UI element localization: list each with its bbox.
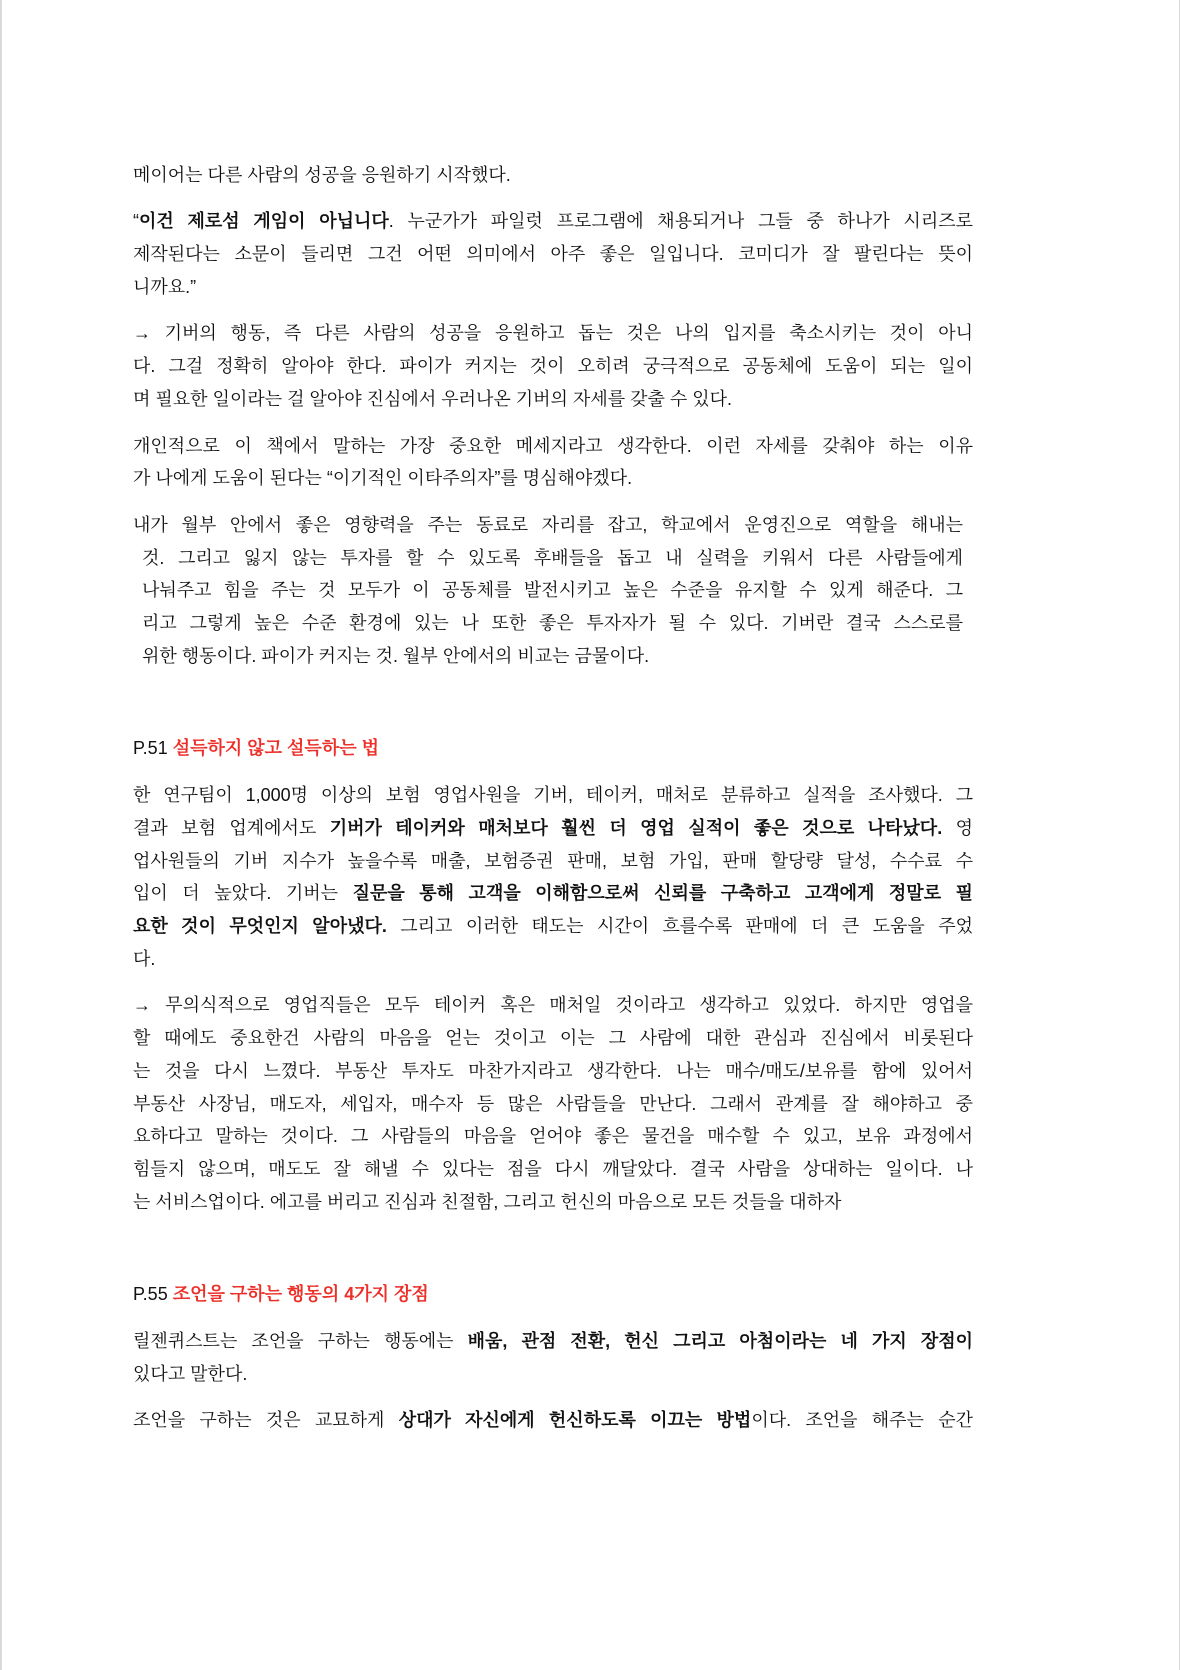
text-run: 릴젠퀴스트는 조언을 구하는 행동에는 (133, 1331, 468, 1352)
text-run: 는 서비스업이다. 에고를 버리고 진심과 친절함, 그리고 헌신의 마음으로 모든 것들을 대하자 (133, 1191, 842, 1212)
text-run: 요하다고 말하는 것이다. 그 사람들의 마음을 얻어야 좋은 물건을 매수할 수 있고, 보유 과정에서 (133, 1126, 973, 1147)
text-run: 결과 보험 업계에서도 (133, 817, 330, 838)
text-run: 개인적으로 이 책에서 말하는 가장 중요한 메세지라고 생각한다. 이런 자세를 갖춰야 하는 이유 (133, 435, 973, 456)
text-line (133, 1278, 973, 1311)
paragraph-5 (133, 509, 973, 673)
paragraph-9 (133, 1404, 973, 1437)
paragraph-1 (133, 159, 973, 192)
text-run: 메이어는 다른 사람의 성공을 응원하기 시작했다. (133, 164, 511, 185)
text-run: 가 나에게 도움이 된다는 “이기적인 이타주의자”를 명심해야겠다. (133, 468, 633, 489)
text-run: “ (133, 211, 139, 232)
text-line (133, 238, 973, 271)
bold-text: 요한 것이 무엇인지 알아냈다. (133, 916, 387, 936)
bold-text: 기버가 테이커와 매처보다 훨씬 더 영업 실적이 좋은 것으로 나타났다. (329, 817, 943, 838)
text-line (133, 989, 973, 1022)
text-run: 영 (942, 817, 973, 838)
text-line (133, 845, 973, 878)
text-line (133, 910, 973, 943)
text-run: 위한 행동이다. 파이가 커지는 것. 월부 안에서의 비교는 금물이다. (142, 645, 650, 666)
text-line (133, 1325, 973, 1358)
text-run: 그리고 이러한 태도는 시간이 흐를수록 판매에 더 큰 도움을 주었 (386, 916, 973, 936)
text-run: 조언을 구하는 것은 교묘하게 (133, 1410, 399, 1431)
section-heading-2 (133, 1278, 973, 1311)
text-line (133, 542, 973, 575)
text-line (133, 1022, 973, 1055)
text-run: 부동산 사장님, 매도자, 세입자, 매수자 등 많은 사람들을 만난다. 그래서 관계를 잘 해야하고 중 (133, 1093, 973, 1114)
text-run: 업사원들의 기버 지수가 높을수록 매출, 보험증권 판매, 보험 가입, 판매 할당량 달성, 수수료 수 (133, 850, 973, 871)
text-run: 다. (133, 948, 156, 969)
text-line (133, 317, 973, 350)
text-run: 것. 그리고 잃지 않는 투자를 할 수 있도록 후배들을 돕고 내 실력을 키워서 다른 사람들에게 (142, 547, 963, 568)
bold-text: 이건 제로섬 게임이 아닙니다 (139, 211, 389, 232)
text-run: 는 것을 다시 느꼈다. 부동산 투자도 마찬가지라고 생각한다. 나는 매수/매도/보유를 함에 있어서 (133, 1060, 973, 1081)
text-run: 제작된다는 소문이 들리면 그건 어떤 의미에서 아주 좋은 일입니다. 코미디가 잘 팔린다는 뜻이 (133, 244, 973, 265)
text-run: 리고 그렇게 높은 수준 환경에 있는 나 또한 좋은 투자자가 될 수 있다. 기버란 결국 스스로를 (142, 613, 963, 634)
bold-text: 질문을 통해 고객을 이해함으로써 신뢰를 구축하고 고객에게 정말로 필 (352, 883, 973, 904)
text-line (133, 271, 973, 304)
text-line (133, 640, 973, 673)
text-run: 힘들지 않으며, 매도도 잘 해낼 수 있다는 점을 다시 깨달았다. 결국 사람을 상대하는 일이다. 나 (133, 1158, 973, 1179)
text-line (133, 607, 973, 640)
bold-text: 상대가 자신에게 헌신하도록 이끄는 방법 (398, 1410, 752, 1431)
text-run: . 누군가가 파일럿 프로그램에 채용되거나 그들 중 하나가 시리즈로 (388, 211, 973, 232)
text-line (133, 877, 973, 910)
paragraph-2 (133, 205, 973, 303)
text-line (133, 1088, 973, 1121)
text-run: 할 때에도 중요한건 사람의 마음을 얻는 것이고 이는 그 사람에 대한 관심과 진심에서 비롯된다 (133, 1028, 973, 1049)
text-run: 있다고 말한다. (133, 1363, 248, 1384)
text-run: 니까요.” (133, 276, 197, 297)
text-line (133, 943, 973, 976)
text-line (133, 383, 973, 416)
text-line (133, 1055, 973, 1088)
section-page-ref: P.55 (133, 1284, 173, 1305)
text-line (133, 732, 973, 765)
text-run: 나눠주고 힘을 주는 것 모두가 이 공동체를 발전시키고 높은 수준을 유지할 수 있게 해준다. 그 (142, 580, 963, 601)
text-line (133, 462, 973, 495)
bold-text: 배움, 관점 전환, 헌신 그리고 아첨이라는 네 가지 장점이 (467, 1331, 973, 1352)
paragraph-4 (133, 430, 973, 495)
section-heading-1 (133, 732, 973, 765)
text-line (133, 1404, 973, 1437)
section-title: 조언을 구하는 행동의 4가지 장점 (172, 1284, 429, 1305)
text-line (133, 509, 973, 542)
paragraph-8 (133, 1325, 973, 1390)
text-line (133, 812, 973, 845)
text-run: 다. 그걸 정확히 알아야 한다. 파이가 커지는 것이 오히려 궁극적으로 공동체에 도움이 되는 일이 (133, 356, 973, 377)
text-run: 내가 월부 안에서 좋은 영향력을 주는 동료로 자리를 잡고, 학교에서 운영진으로 역할을 해내는 (133, 514, 963, 535)
section-page-ref: P.51 (133, 738, 173, 759)
text-run: → 기버의 행동, 즉 다른 사람의 성공을 응원하고 돕는 것은 나의 입지를 축소시키는 것이 아니 (133, 323, 973, 344)
text-line (133, 159, 973, 192)
paragraph-3 (133, 317, 973, 415)
text-run: 입이 더 높았다. 기버는 (133, 883, 353, 904)
text-run: 며 필요한 일이라는 걸 알아야 진심에서 우러나온 기버의 자세를 갖출 수 있다. (133, 388, 733, 409)
text-line (133, 1186, 973, 1219)
text-line (133, 1358, 973, 1391)
text-line (133, 205, 973, 238)
text-line (133, 350, 973, 383)
text-line (133, 1153, 973, 1186)
paragraph-7 (133, 989, 973, 1218)
text-line (133, 1120, 973, 1153)
text-line (133, 574, 973, 607)
section-title: 설득하지 않고 설득하는 법 (172, 738, 379, 759)
text-line (133, 779, 973, 812)
text-run: → 무의식적으로 영업직들은 모두 테이커 혹은 매처일 것이라고 생각하고 있었다. 하지만 영업을 (133, 995, 973, 1016)
text-run: 한 연구팀이 1,000명 이상의 보험 영업사원을 기버, 테이커, 매처로 분류하고 실적을 조사했다. 그 (133, 785, 973, 806)
paragraph-6 (133, 779, 973, 975)
text-line (133, 430, 973, 463)
text-run: 이다. 조언을 해주는 순간 (751, 1410, 973, 1431)
